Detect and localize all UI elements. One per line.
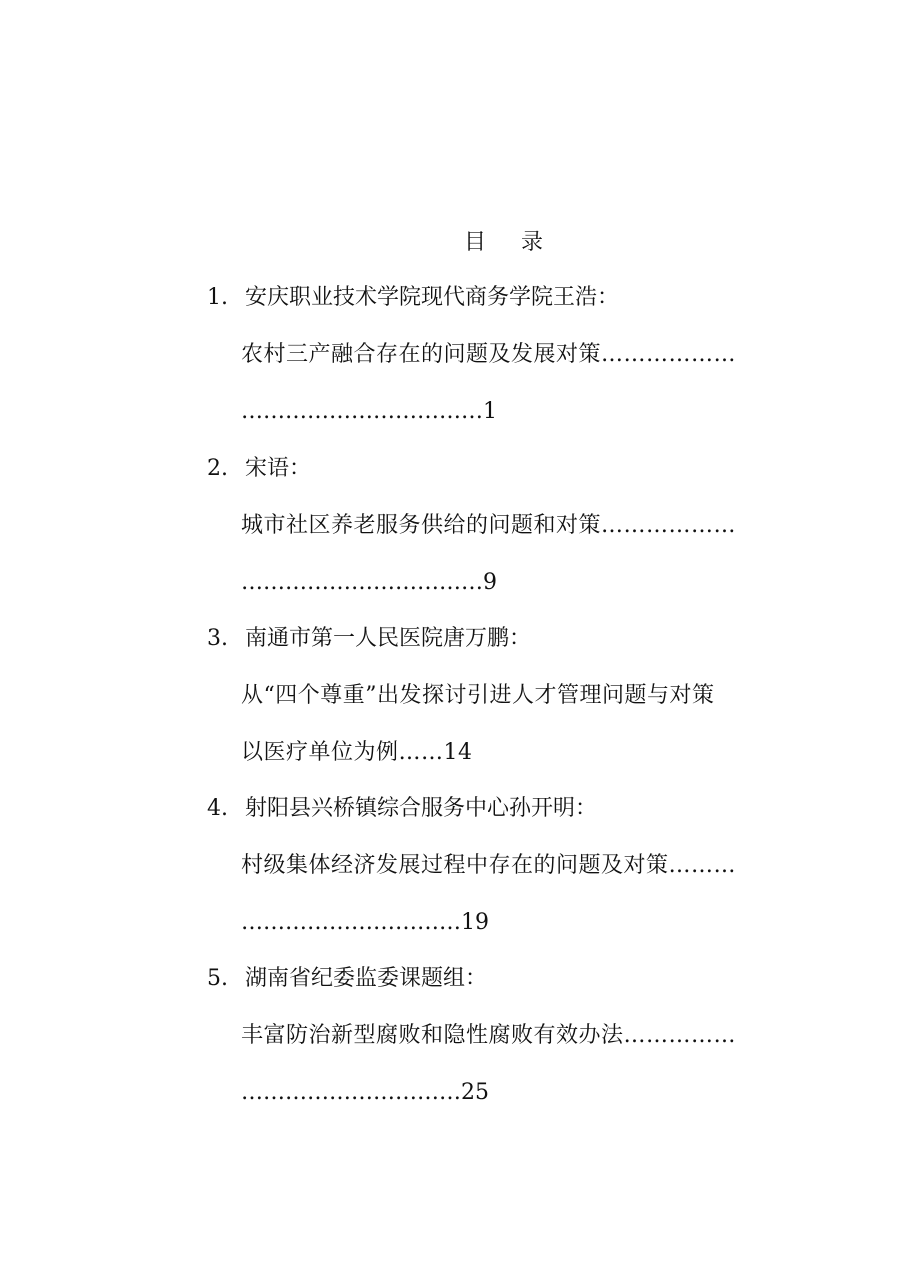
toc-entry-title-line: 农村三产融合存在的问题及发展对策……………… (241, 342, 737, 367)
toc-entry-title-line: 丰富防治新型腐败和隐性腐败有效办法…………… (241, 1023, 737, 1048)
toc-entry-author: 宋语： (245, 456, 312, 481)
toc-entry-number: 2. (207, 456, 228, 481)
toc-entry-page-line: …………………………25 (241, 1080, 489, 1105)
toc-entry-number: 5. (207, 966, 228, 991)
toc-entry-number: 4. (207, 796, 228, 821)
toc-entry-page-line: ……………………………1 (241, 399, 497, 424)
toc-entry-author: 安庆职业技术学院现代商务学院王浩： (245, 285, 620, 310)
toc-entry-number: 1. (207, 285, 228, 310)
toc-title: 目 录 (464, 230, 557, 255)
toc-entry-title-line: 从“四个尊重”出发探讨引进人才管理问题与对策 (241, 683, 715, 708)
toc-entry-heading (207, 626, 531, 652)
toc-entry-heading (207, 966, 487, 992)
toc-entry-title-line: 城市社区养老服务供给的问题和对策……………… (241, 513, 737, 538)
toc-entry-author: 射阳县兴桥镇综合服务中心孙开明： (245, 796, 598, 821)
toc-entry-author: 湖南省纪委监委课题组： (245, 966, 488, 991)
toc-entry-page-line: 以医疗单位为例……14 (241, 740, 473, 765)
toc-entry-page-line: …………………………19 (241, 910, 489, 935)
toc-entry-heading (207, 796, 597, 822)
toc-entry-heading (207, 456, 311, 482)
toc-entry-heading (207, 285, 619, 311)
toc-entry-title-line: 村级集体经济发展过程中存在的问题及对策……… (241, 853, 737, 878)
toc-entry-author: 南通市第一人民医院唐万鹏： (245, 626, 532, 651)
toc-entry-page-line: ……………………………9 (241, 570, 497, 595)
toc-entry-number: 3. (207, 626, 228, 651)
